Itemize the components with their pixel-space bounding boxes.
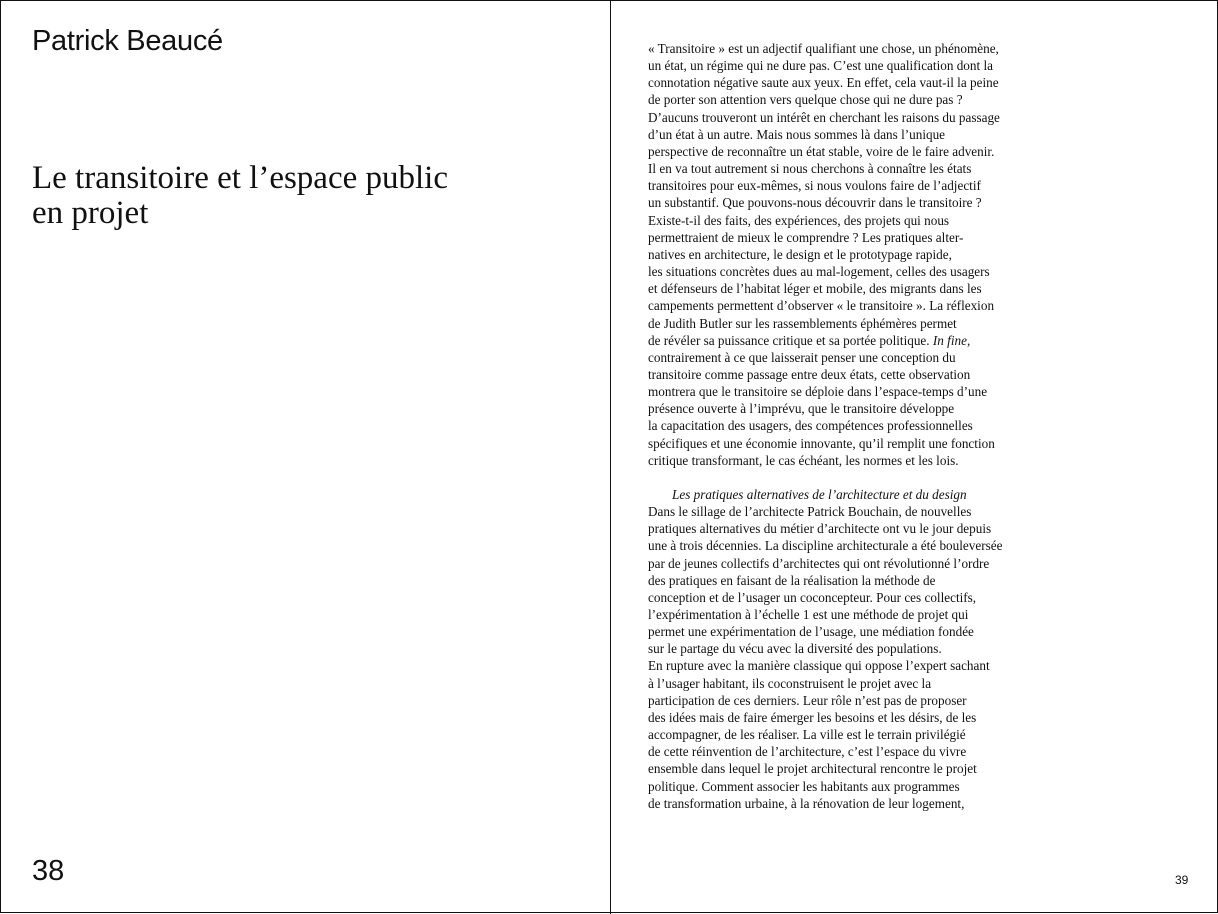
body-line: montrera que le transitoire se déploie dans l’espace-temps d’une [648,384,988,400]
body-line: l’expérimentation à l’échelle 1 est une méthode de projet qui [648,607,969,622]
body-line: un substantif. Que pouvons-nous découvrir dans le transitoire ? [648,195,982,211]
body-line: et défenseurs de l’habitat léger et mobile, des migrants dans les [648,281,982,297]
body-line: campements permettent d’observer « le transitoire ». La réflexion [648,298,995,314]
author-name: Patrick Beaucé [32,25,223,57]
body-line: à l’usager habitant, ils coconstruisent le projet avec la [648,675,932,691]
body-line: de Judith Butler sur les rassemblements éphémères permet [648,315,957,331]
body-line: D’aucuns trouveront un intérêt en cherchant les raisons du passage [648,109,1000,125]
left-page [1,1,610,914]
body-line: de transformation urbaine, à la rénovation de leur logement, [648,795,965,811]
page-number-left: 38 [32,855,65,887]
body-line: Il en va tout autrement si nous cherchons à connaître les états [648,161,972,177]
body-line: « Transitoire » est un adjectif qualifiant une chose, un phénomène, [648,41,999,56]
body-line: permet une expérimentation de l’usage, une médiation fondée [648,624,974,640]
page-number-right: 39 [1175,873,1189,887]
body-line: En rupture avec la manière classique qui oppose l’expert sachant [648,658,990,674]
body-line: connotation négative saute aux yeux. En effet, cela vaut-il la peine [648,75,999,91]
body-line: accompagner, de les réaliser. La ville est le terrain privilégié [648,727,966,743]
paragraph-intro [648,40,1058,332]
body-line: par de jeunes collectifs d’architectes qui ont révolutionné l’ordre [648,555,990,571]
body-line [648,332,1058,349]
body-line: Existe-t-il des faits, des expériences, des projets qui nous [648,212,950,228]
paragraph-gap [648,469,1058,486]
body-line: la capacitation des usagers, des compétences professionnelles [648,418,973,434]
body-line: natives en architecture, le design et le prototypage rapide, [648,246,952,262]
body-line-text: de révéler sa puissance critique et sa portée politique. [648,332,930,348]
body-line: des idées mais de faire émerger les besoins et les désirs, de les [648,709,977,725]
body-line: critique transformant, le cas échéant, les normes et les lois. [648,452,959,468]
right-page [611,1,1218,914]
body-line: politique. Comment associer les habitants aux programmes [648,778,960,794]
paragraph-intro-end [648,349,1058,469]
body-line: transitoire comme passage entre deux états, cette observation [648,366,971,382]
body-line: d’un état à un autre. Mais nous sommes là dans l’unique [648,126,946,142]
chapter-title-line: Le transitoire et l’espace public [32,160,448,196]
body-line: participation de ces derniers. Leur rôle n’est pas de proposer [648,692,967,708]
body-line: sur le partage du vécu avec la diversité des populations. [648,641,942,657]
body-line: pratiques alternatives du métier d’architecte ont vu le jour depuis [648,521,992,537]
body-line: un état, un régime qui ne dure pas. C’est une qualification dont la [648,58,993,74]
body-line: ensemble dans lequel le projet architectural rencontre le projet [648,761,977,777]
body-text [648,40,1058,812]
body-line: des pratiques en faisant de la réalisation la méthode de [648,572,936,588]
body-line: permettraient de mieux le comprendre ? Les pratiques alter- [648,229,964,245]
body-line: une à trois décennies. La discipline architecturale a été bouleversée [648,538,1003,554]
body-line: conception et de l’usager un coconcepteur. Pour ces collectifs, [648,589,977,605]
body-line: contrairement à ce que laisserait penser une conception du [648,349,956,365]
body-line: perspective de reconnaître un état stable, voire de le faire advenir. [648,143,995,159]
body-line: présence ouverte à l’imprévu, que le transitoire développe [648,401,955,417]
chapter-title-line: en projet [32,195,149,231]
section-heading: Les pratiques alternatives de l’architecture et du design [672,486,967,502]
body-line: Dans le sillage de l’architecte Patrick Bouchain, de nouvelles [648,504,972,520]
chapter-title [32,161,502,231]
body-line: de porter son attention vers quelque chose qui ne dure pas ? [648,92,963,108]
body-line: les situations concrètes dues au mal-logement, celles des usagers [648,264,990,280]
body-line: spécifiques et une économie innovante, qu’il remplit une fonction [648,435,995,451]
body-line: transitoires pour eux-mêmes, si nous voulons faire de l’adjectif [648,178,981,194]
in-fine-punctuation: , [966,332,971,348]
in-fine-emphasis: In fine [932,332,967,348]
body-line: de cette réinvention de l’architecture, c’est l’espace du vivre [648,744,967,760]
paragraph-practices [648,503,1058,812]
